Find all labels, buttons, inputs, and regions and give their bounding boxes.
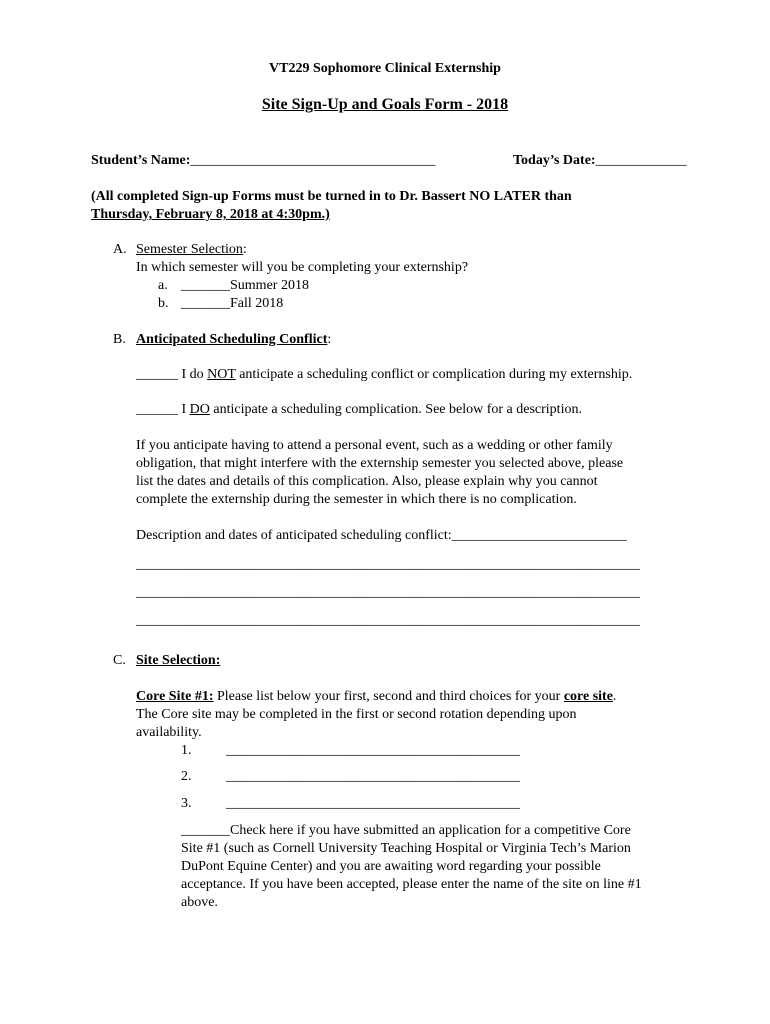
student-name-label: Student’s Name: <box>91 153 191 168</box>
choice-1-number: 1. <box>181 743 192 758</box>
conflict-paragraph-line2: obligation, that might interfere with the externship semester you selected above, please <box>136 456 624 471</box>
section-b-heading: Anticipated Scheduling Conflict: <box>136 332 332 347</box>
description-row <box>136 527 627 544</box>
core-site-label: Core Site #1: <box>136 689 214 704</box>
core-site-emphasis: core site <box>563 689 613 704</box>
description-label: Description and dates of anticipated scheduling conflict: <box>136 528 452 543</box>
not-emphasis: NOT <box>207 367 236 382</box>
section-a-letter: A. <box>113 242 127 257</box>
competitive-check-line3: DuPont Equine Center) and you are awaiting word regarding your possible <box>181 859 601 874</box>
no-conflict-blank[interactable]: ______ <box>136 367 178 382</box>
choice-3-number: 3. <box>181 796 192 811</box>
competitive-check-line1[interactable]: _______Check here if you have submitted an application for a competitive Core <box>181 823 631 838</box>
conflict-paragraph-line3: list the dates and details of this complication. Also, please explain why you cannot <box>136 474 598 489</box>
student-name-row <box>91 152 435 169</box>
conflict-option[interactable]: ______ I DO anticipate a scheduling complication. See below for a description. <box>136 402 582 417</box>
competitive-check-line4: acceptance. If you have been accepted, please enter the name of the site on line #1 <box>181 877 642 892</box>
course-title: VT229 Sophomore Clinical Externship <box>269 61 501 76</box>
choice-2-number: 2. <box>181 769 192 784</box>
core-site-line1: Core Site #1: Please list below your first, second and third choices for your core site. <box>136 689 617 704</box>
deadline-notice-line2: Thursday, February 8, 2018 at 4:30pm.) <box>91 207 330 222</box>
option-summer-2018[interactable] <box>181 277 309 294</box>
todays-date-label: Today’s Date: <box>513 153 596 168</box>
do-emphasis: DO <box>189 402 210 417</box>
choice-2-field[interactable]: __________________________________________ <box>226 769 520 784</box>
todays-date-field[interactable]: _____________ <box>595 153 687 168</box>
section-a-heading: Semester Selection: <box>136 242 247 257</box>
semester-question: In which semester will you be completing your externship? <box>136 260 469 275</box>
deadline-notice-line1: (All completed Sign-up Forms must be turned in to Dr. Bassert NO LATER than <box>91 189 572 204</box>
no-conflict-option[interactable]: ______ I do NOT anticipate a scheduling conflict or complication during my externship. <box>136 367 633 382</box>
option-summer-label: Summer 2018 <box>230 278 309 293</box>
option-b-marker: b. <box>158 296 169 311</box>
scheduling-conflict-heading: Anticipated Scheduling Conflict <box>136 332 328 347</box>
option-summer-blank[interactable]: _______ <box>181 278 230 293</box>
option-a-marker: a. <box>158 278 168 293</box>
conflict-paragraph-line1: If you anticipate having to attend a personal event, such as a wedding or other family <box>136 438 613 453</box>
description-line-1[interactable]: ________________________________________________________________________ <box>136 557 640 572</box>
option-fall-blank[interactable]: _______ <box>181 296 230 311</box>
competitive-check-line5: above. <box>181 895 218 910</box>
option-fall-2018[interactable] <box>181 295 283 312</box>
site-selection-heading: Site Selection: <box>136 653 221 668</box>
competitive-check-line2: Site #1 (such as Cornell University Teaching Hospital or Virginia Tech’s Marion <box>181 841 631 856</box>
conflict-paragraph-line4: complete the externship during the semester in which there is no complication. <box>136 492 577 507</box>
description-line-2[interactable]: ________________________________________________________________________ <box>136 585 640 600</box>
todays-date-row <box>513 152 687 169</box>
conflict-blank[interactable]: ______ <box>136 402 178 417</box>
student-name-field[interactable]: ___________________________________ <box>190 153 436 168</box>
section-c-letter: C. <box>113 653 126 668</box>
core-site-line2: The Core site may be completed in the first or second rotation depending upon <box>136 707 577 722</box>
form-title: Site Sign-Up and Goals Form - 2018 <box>261 96 509 113</box>
core-site-line3: availability. <box>136 725 202 740</box>
section-b-letter: B. <box>113 332 126 347</box>
description-field[interactable]: _________________________ <box>451 528 627 543</box>
choice-3-field[interactable]: __________________________________________ <box>226 796 520 811</box>
competitive-check-blank[interactable]: _______ <box>181 823 230 838</box>
option-fall-label: Fall 2018 <box>230 296 284 311</box>
choice-1-field[interactable]: __________________________________________ <box>226 743 520 758</box>
semester-selection-heading: Semester Selection <box>136 242 243 257</box>
description-line-3[interactable]: ________________________________________________________________________ <box>136 613 640 628</box>
